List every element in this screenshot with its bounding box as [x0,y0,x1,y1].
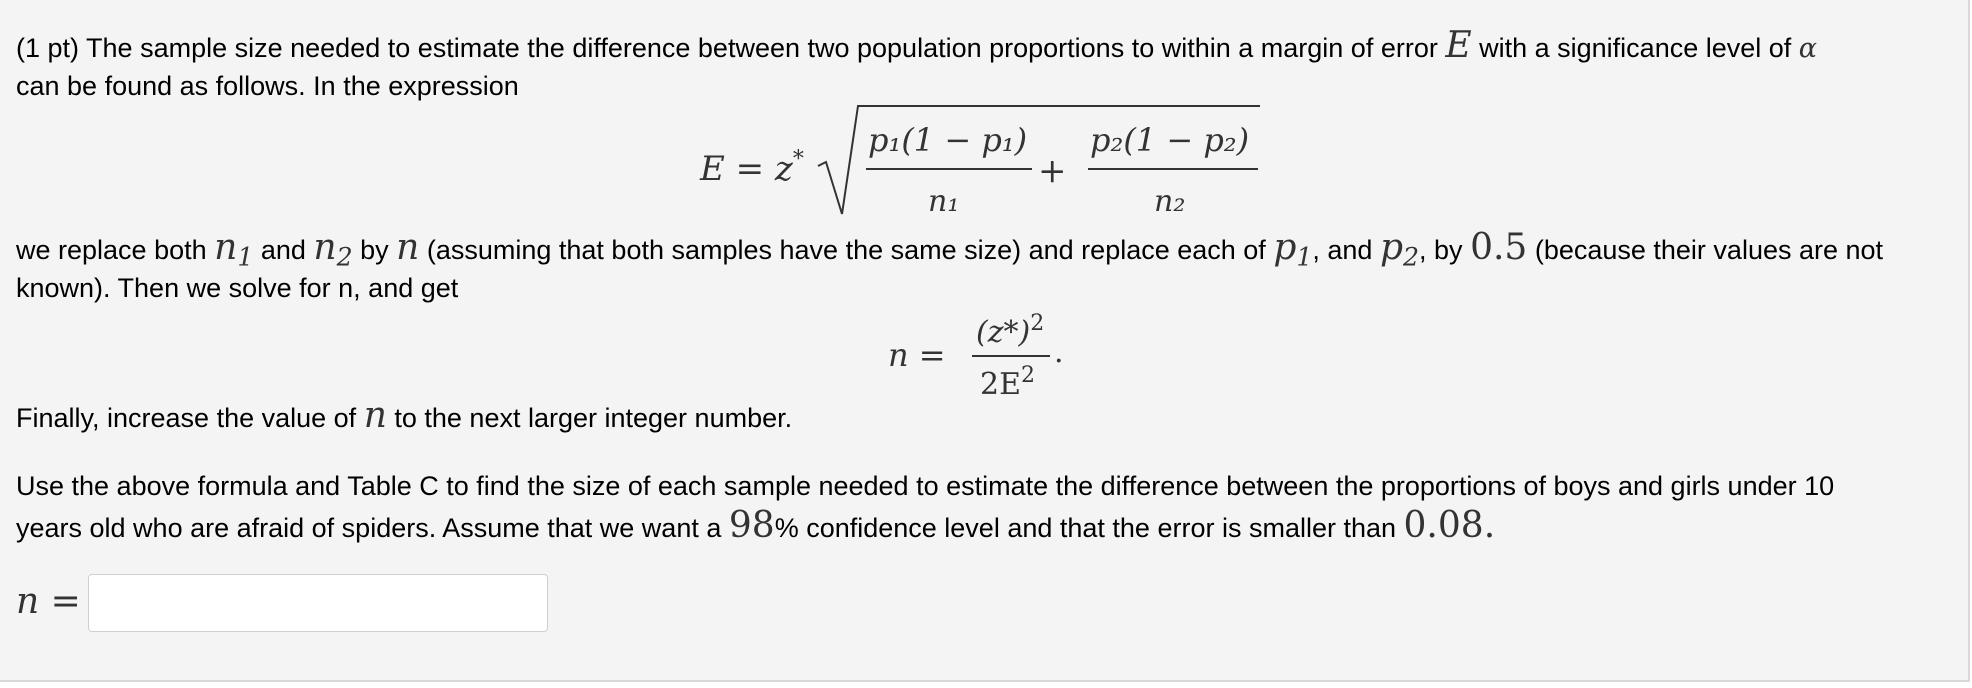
use-text-b: % confidence level and that the error is smaller than [774,513,1404,543]
formula-E [680,96,1280,228]
var-n2: $n_2$ [313,227,353,272]
formula-n [880,296,1080,406]
frac1-num: p₁(1 − p₁) [868,121,1028,159]
formula-n-dot: . [1054,335,1064,370]
formula-n-num: $(z*)^2$ [976,311,1045,350]
replace-text-c: (assuming that both samples have the same size) and replace each of [419,235,1274,265]
intro-text-a: The sample size needed to estimate the difference between two population proportions to within a margin of error [79,33,1446,63]
frac1-den: n₁ [928,184,960,219]
formula-n-lhs: n = [888,336,946,374]
formula-E-lhs: E = z* [700,147,804,189]
use-line-2 [16,506,1495,548]
answer-input[interactable] [88,574,548,632]
finally-text-b: to the next larger integer number. [386,403,793,433]
var-p1: $p_1$ [1273,227,1313,272]
replace-line [16,228,1883,270]
comma-and-text: , and [1312,235,1380,265]
by-text: by [352,235,397,265]
var-n: n [396,227,420,268]
var-E: E [1445,25,1472,66]
var-alpha: α [1798,33,1818,64]
comma-by-text: , by [1419,235,1471,265]
frac2-num: p₂(1 − p₂) [1090,121,1250,159]
intro-text-b: with a significance level of [1471,33,1799,63]
replace-text-d: (because their values are not [1527,235,1884,265]
frac2-den: n₂ [1154,184,1186,219]
var-p2: $p_2$ [1379,227,1420,272]
finally-line [16,396,792,438]
use-text-c: . [1483,505,1496,546]
error-value: 0.08 [1403,505,1484,546]
intro-line-1 [16,26,1817,69]
use-text-a: years old who are afraid of spiders. Assume that we want a [16,513,729,543]
finally-text-a: Finally, increase the value of [16,403,364,433]
confidence-value: 98 [728,505,775,546]
points-label: (1 pt) [16,33,80,63]
and-text: and [253,235,314,265]
solve-line: known). Then we solve for n, and get [16,273,459,303]
replace-text-a: we replace both [16,235,215,265]
plus-sign: + [1038,151,1067,191]
value-half: 0.5 [1470,227,1528,268]
finally-var-n: n [363,395,387,436]
answer-label: n = [16,581,81,622]
intro-line-2: can be found as follows. In the expression [16,71,519,101]
formula-n-den: $2E^2$ [980,363,1035,402]
use-line-1: Use the above formula and Table C to find the size of each sample needed to estimate the difference between the proportions of boys and girls under 10 [16,471,1835,501]
var-n1: $n_1$ [214,227,254,272]
